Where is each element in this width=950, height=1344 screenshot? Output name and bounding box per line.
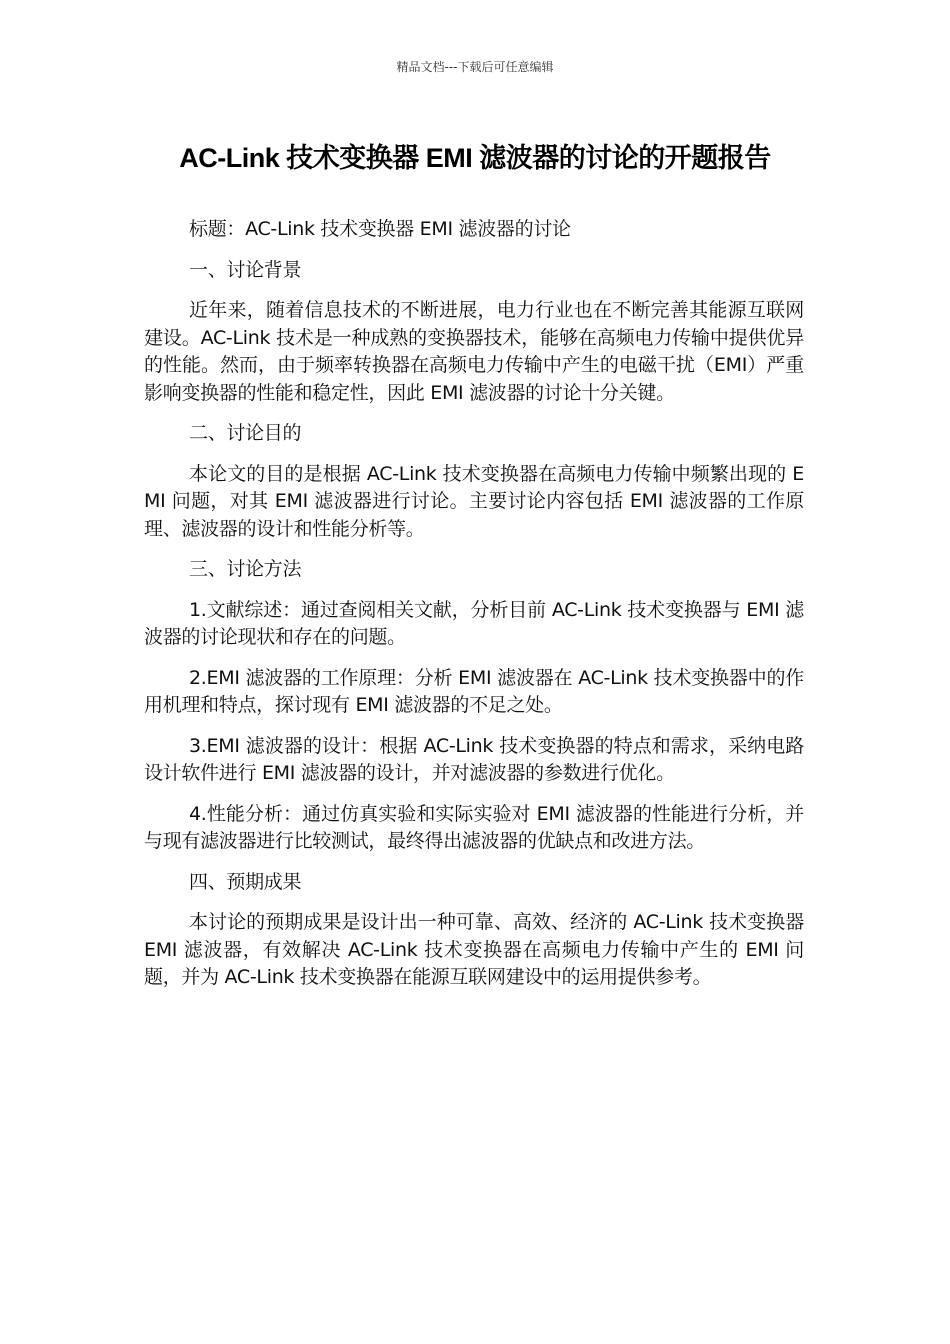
- section-heading-purpose: 二、讨论目的: [189, 422, 302, 444]
- section-heading-background: 一、讨论背景: [189, 258, 302, 281]
- method-item-3: 3.EMI 滤波器的设计：根据 AC-Link 技术变换器的特点和需求，采纳电路设计软件进行 EMI 滤波器的设计，并对滤波器的参数进行优化。: [144, 734, 804, 784]
- header-note: 精品文档---下载后可任意编辑: [396, 60, 554, 74]
- purpose-paragraph: 本论文的目的是根据 AC-Link 技术变换器在高频电力传输中频繁出现的 EMI 问题，对其 EMI 滤波器进行讨论。主要讨论内容包括 EMI 滤波器的工作原理、滤波器的设计和性能分析等。: [144, 462, 804, 540]
- method-item-4: 4.性能分析：通过仿真实验和实际实验对 EMI 滤波器的性能进行分析，并与现有滤波器进行比较测试，最终得出滤波器的优缺点和改进方法。: [144, 802, 804, 852]
- outcome-paragraph: 本讨论的预期成果是设计出一种可靠、高效、经济的 AC-Link 技术变换器 EMI 滤波器，有效解决 AC-Link 技术变换器在高频电力传输中产生的 EMI 问题，并为 AC-Link 技术变换器在能源互联网建设中的运用提供参考。: [144, 911, 804, 988]
- method-item-1: 1.文献综述：通过查阅相关文献，分析目前 AC-Link 技术变换器与 EMI 滤波器的讨论现状和存在的问题。: [144, 598, 804, 648]
- background-paragraph: 近年来，随着信息技术的不断进展，电力行业也在不断完善其能源互联网建设。AC-Link 技术是一种成熟的变换器技术，能够在高频电力传输中提供优异的性能。然而，由于频率转换器在高频电力传输中产生的电磁干扰（EMI）严重影响变换器的性能和稳定性，因此 EMI 滤波器的讨论十分关键。: [144, 299, 804, 404]
- document-title: AC-Link 技术变换器 EMI 滤波器的讨论的开题报告: [179, 143, 771, 173]
- document-body: [144, 216, 804, 1005]
- subject-line: 标题：AC-Link 技术变换器 EMI 滤波器的讨论: [189, 218, 571, 240]
- section-heading-outcome: 四、预期成果: [189, 870, 302, 893]
- section-heading-method: 三、讨论方法: [189, 558, 302, 580]
- method-item-2: 2.EMI 滤波器的工作原理：分析 EMI 滤波器在 AC-Link 技术变换器中的作用机理和特点，探讨现有 EMI 滤波器的不足之处。: [144, 666, 804, 716]
